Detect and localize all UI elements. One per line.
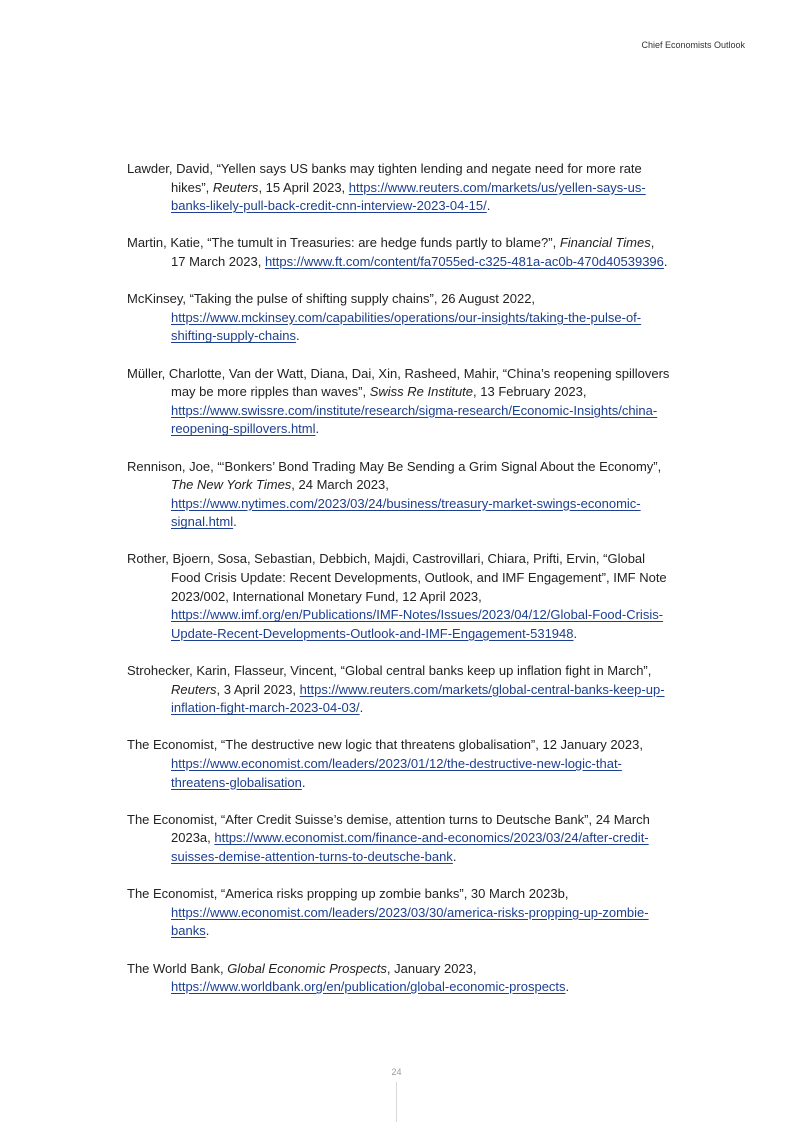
reference-date: , 3 April 2023, [216, 681, 300, 697]
reference-link[interactable]: https://www.ft.com/content/fa7055ed-c325-481a-ac0b-470d40539396 [264, 253, 664, 269]
reference-item: McKinsey, “Taking the pulse of shifting supply chains”, 26 August 2022, https://www.mckinsey.com/capabilities/operations/our-insights/taking-the-pulse-of-shifting-supply-chains. [127, 291, 642, 344]
reference-source: Reuters [171, 681, 217, 697]
reference-item: The World Bank, Global Economic Prospects, January 2023, https://www.worldbank.org/en/publication/global-economic-prospects. [127, 960, 570, 995]
reference-link[interactable]: https://www.reuters.com/markets/us/yellen-says-us-banks-likely-pull-back-credit-cnn-interview-2023-04-15/ [171, 179, 646, 214]
reference-text: Martin, Katie, “The tumult in Treasuries: are hedge funds partly to blame?”, [127, 235, 560, 251]
reference-link[interactable]: https://www.economist.com/finance-and-economics/2023/03/24/after-credit-suisses-demise-attention-turns-to-deutsche-bank [171, 830, 649, 864]
reference-item: The Economist, “America risks propping up zombie banks”, 30 March 2023b, https://www.economist.com/leaders/2023/03/30/america-risks-propping-up-zombie-banks. [127, 886, 649, 939]
reference-text: The World Bank, [127, 960, 228, 976]
footer-divider [396, 1082, 397, 1122]
reference-text: Rother, Bjoern, Sosa, Sebastian, Debbich, Majdi, Castrovillari, Chiara, Prifti, Ervin, “Global Food Crisis Update: Recent Developments, Outlook, and IMF Engagement”, IMF Note 2023/002, International Monetary Fund, 12 April 2023, [127, 551, 667, 604]
reference-item: Martin, Katie, “The tumult in Treasuries: are hedge funds partly to blame?”, Financial Times, 17 March 2023, https://www.ft.com/content/fa7055ed-c325-481a-ac0b-470d40539396. [127, 235, 668, 269]
reference-link[interactable]: https://www.imf.org/en/Publications/IMF-Notes/Issues/2023/04/12/Global-Food-Crisis-Update-Recent-Developments-Outlook-and-IMF-Engagement-531948 [171, 607, 664, 641]
reference-source: Global Economic Prospects [227, 960, 387, 976]
reference-date: , 17 March 2023, [171, 235, 655, 269]
reference-link[interactable]: https://www.mckinsey.com/capabilities/operations/our-insights/taking-the-pulse-of-shifting-supply-chains [171, 309, 642, 344]
reference-source: Financial Times [559, 235, 651, 251]
reference-item: The Economist, “The destructive new logic that threatens globalisation”, 12 January 2023, https://www.economist.com/leaders/2023/01/12/the-destructive-new-logic-that-threatens-globalisation. [127, 737, 643, 790]
reference-item: Rother, Bjoern, Sosa, Sebastian, Debbich, Majdi, Castrovillari, Chiara, Prifti, Ervin, “Global Food Crisis Update: Recent Developments, Outlook, and IMF Engagement”, IMF Note 2023/002, International Monetary Fund, 12 April 2023, https://www.imf.org/en/Publications/IMF-Notes/Issues/2023/04/12/Global-Food-Crisis-Update-Recent-Developments-Outlook-and-IMF-Engagement-531948. [127, 551, 667, 641]
reference-text: Strohecker, Karin, Flasseur, Vincent, “Global central banks keep up inflation fight in March”, [127, 663, 652, 679]
reference-item: Müller, Charlotte, Van der Watt, Diana, Dai, Xin, Rasheed, Mahir, “China’s reopening spillovers may be more ripples than waves”, Swiss Re Institute, 13 February 2023, https://www.swissre.com/institute/research/sigma-research/Economic-Insights/china-reopening-spillovers.html. [127, 365, 670, 437]
reference-date: , 13 February 2023, [473, 384, 587, 400]
reference-text: McKinsey, “Taking the pulse of shifting supply chains”, 26 August 2022, [127, 291, 536, 307]
reference-date: , January 2023, [386, 960, 477, 976]
reference-text: The Economist, “After Credit Suisse’s demise, attention turns to Deutsche Bank”, 24 March 2023a, [127, 811, 650, 846]
reference-link[interactable]: https://www.economist.com/leaders/2023/01/12/the-destructive-new-logic-that-threatens-globalisation [171, 756, 622, 790]
reference-list [127, 160, 672, 1015]
reference-text: Müller, Charlotte, Van der Watt, Diana, Dai, Xin, Rasheed, Mahir, “China’s reopening spillovers may be more ripples than waves”, [127, 365, 670, 400]
reference-item: Rennison, Joe, “‘Bonkers’ Bond Trading May Be Sending a Grim Signal About the Economy”, The New York Times, 24 March 2023, https://www.nytimes.com/2023/03/24/business/treasury-market-swings-economic-signal.html. [127, 458, 662, 530]
page-number: 24 [391, 1067, 402, 1077]
reference-text: Rennison, Joe, “‘Bonkers’ Bond Trading May Be Sending a Grim Signal About the Economy”, [127, 458, 662, 474]
reference-source: Reuters [212, 179, 259, 195]
reference-text: The Economist, “America risks propping up zombie banks”, 30 March 2023b, [127, 886, 569, 902]
reference-link[interactable]: https://www.worldbank.org/en/publication/global-economic-prospects [171, 979, 566, 995]
reference-item: The Economist, “After Credit Suisse’s demise, attention turns to Deutsche Bank”, 24 March 2023a, https://www.economist.com/finance-and-economics/2023/03/24/after-credit-suisses-demise-attention-turns-to-deutsche-bank. [127, 811, 650, 864]
reference-link[interactable]: https://www.nytimes.com/2023/03/24/business/treasury-market-swings-economic-signal.html [171, 495, 641, 530]
reference-date: , 15 April 2023, [258, 179, 349, 195]
running-header: Chief Economists Outlook [641, 40, 745, 50]
reference-source: Swiss Re Institute [369, 384, 474, 400]
reference-text: Lawder, David, “Yellen says US banks may tighten lending and negate need for more rate hikes”, [127, 161, 642, 195]
reference-link[interactable]: https://www.swissre.com/institute/research/sigma-research/Economic-Insights/china-reopening-spillovers.html [171, 402, 658, 437]
reference-date: , 24 March 2023, [291, 477, 389, 493]
reference-item: Strohecker, Karin, Flasseur, Vincent, “Global central banks keep up inflation fight in March”, Reuters, 3 April 2023, https://www.reuters.com/markets/global-central-banks-keep-up-inflation-fight-march-2023-04-03/. [127, 663, 665, 716]
reference-source: The New York Times [171, 477, 292, 493]
reference-text: The Economist, “The destructive new logic that threatens globalisation”, 12 January 2023, [127, 737, 643, 753]
reference-link[interactable]: https://www.economist.com/leaders/2023/03/30/america-risks-propping-up-zombie-banks [171, 904, 649, 939]
reference-item: Lawder, David, “Yellen says US banks may tighten lending and negate need for more rate hikes”, Reuters, 15 April 2023, https://www.reuters.com/markets/us/yellen-says-us-banks-likely-pull-back-credit-cnn-interview-2023-04-15/. [127, 161, 646, 214]
reference-link[interactable]: https://www.reuters.com/markets/global-central-banks-keep-up-inflation-fight-march-2023-04-03/ [171, 681, 665, 716]
